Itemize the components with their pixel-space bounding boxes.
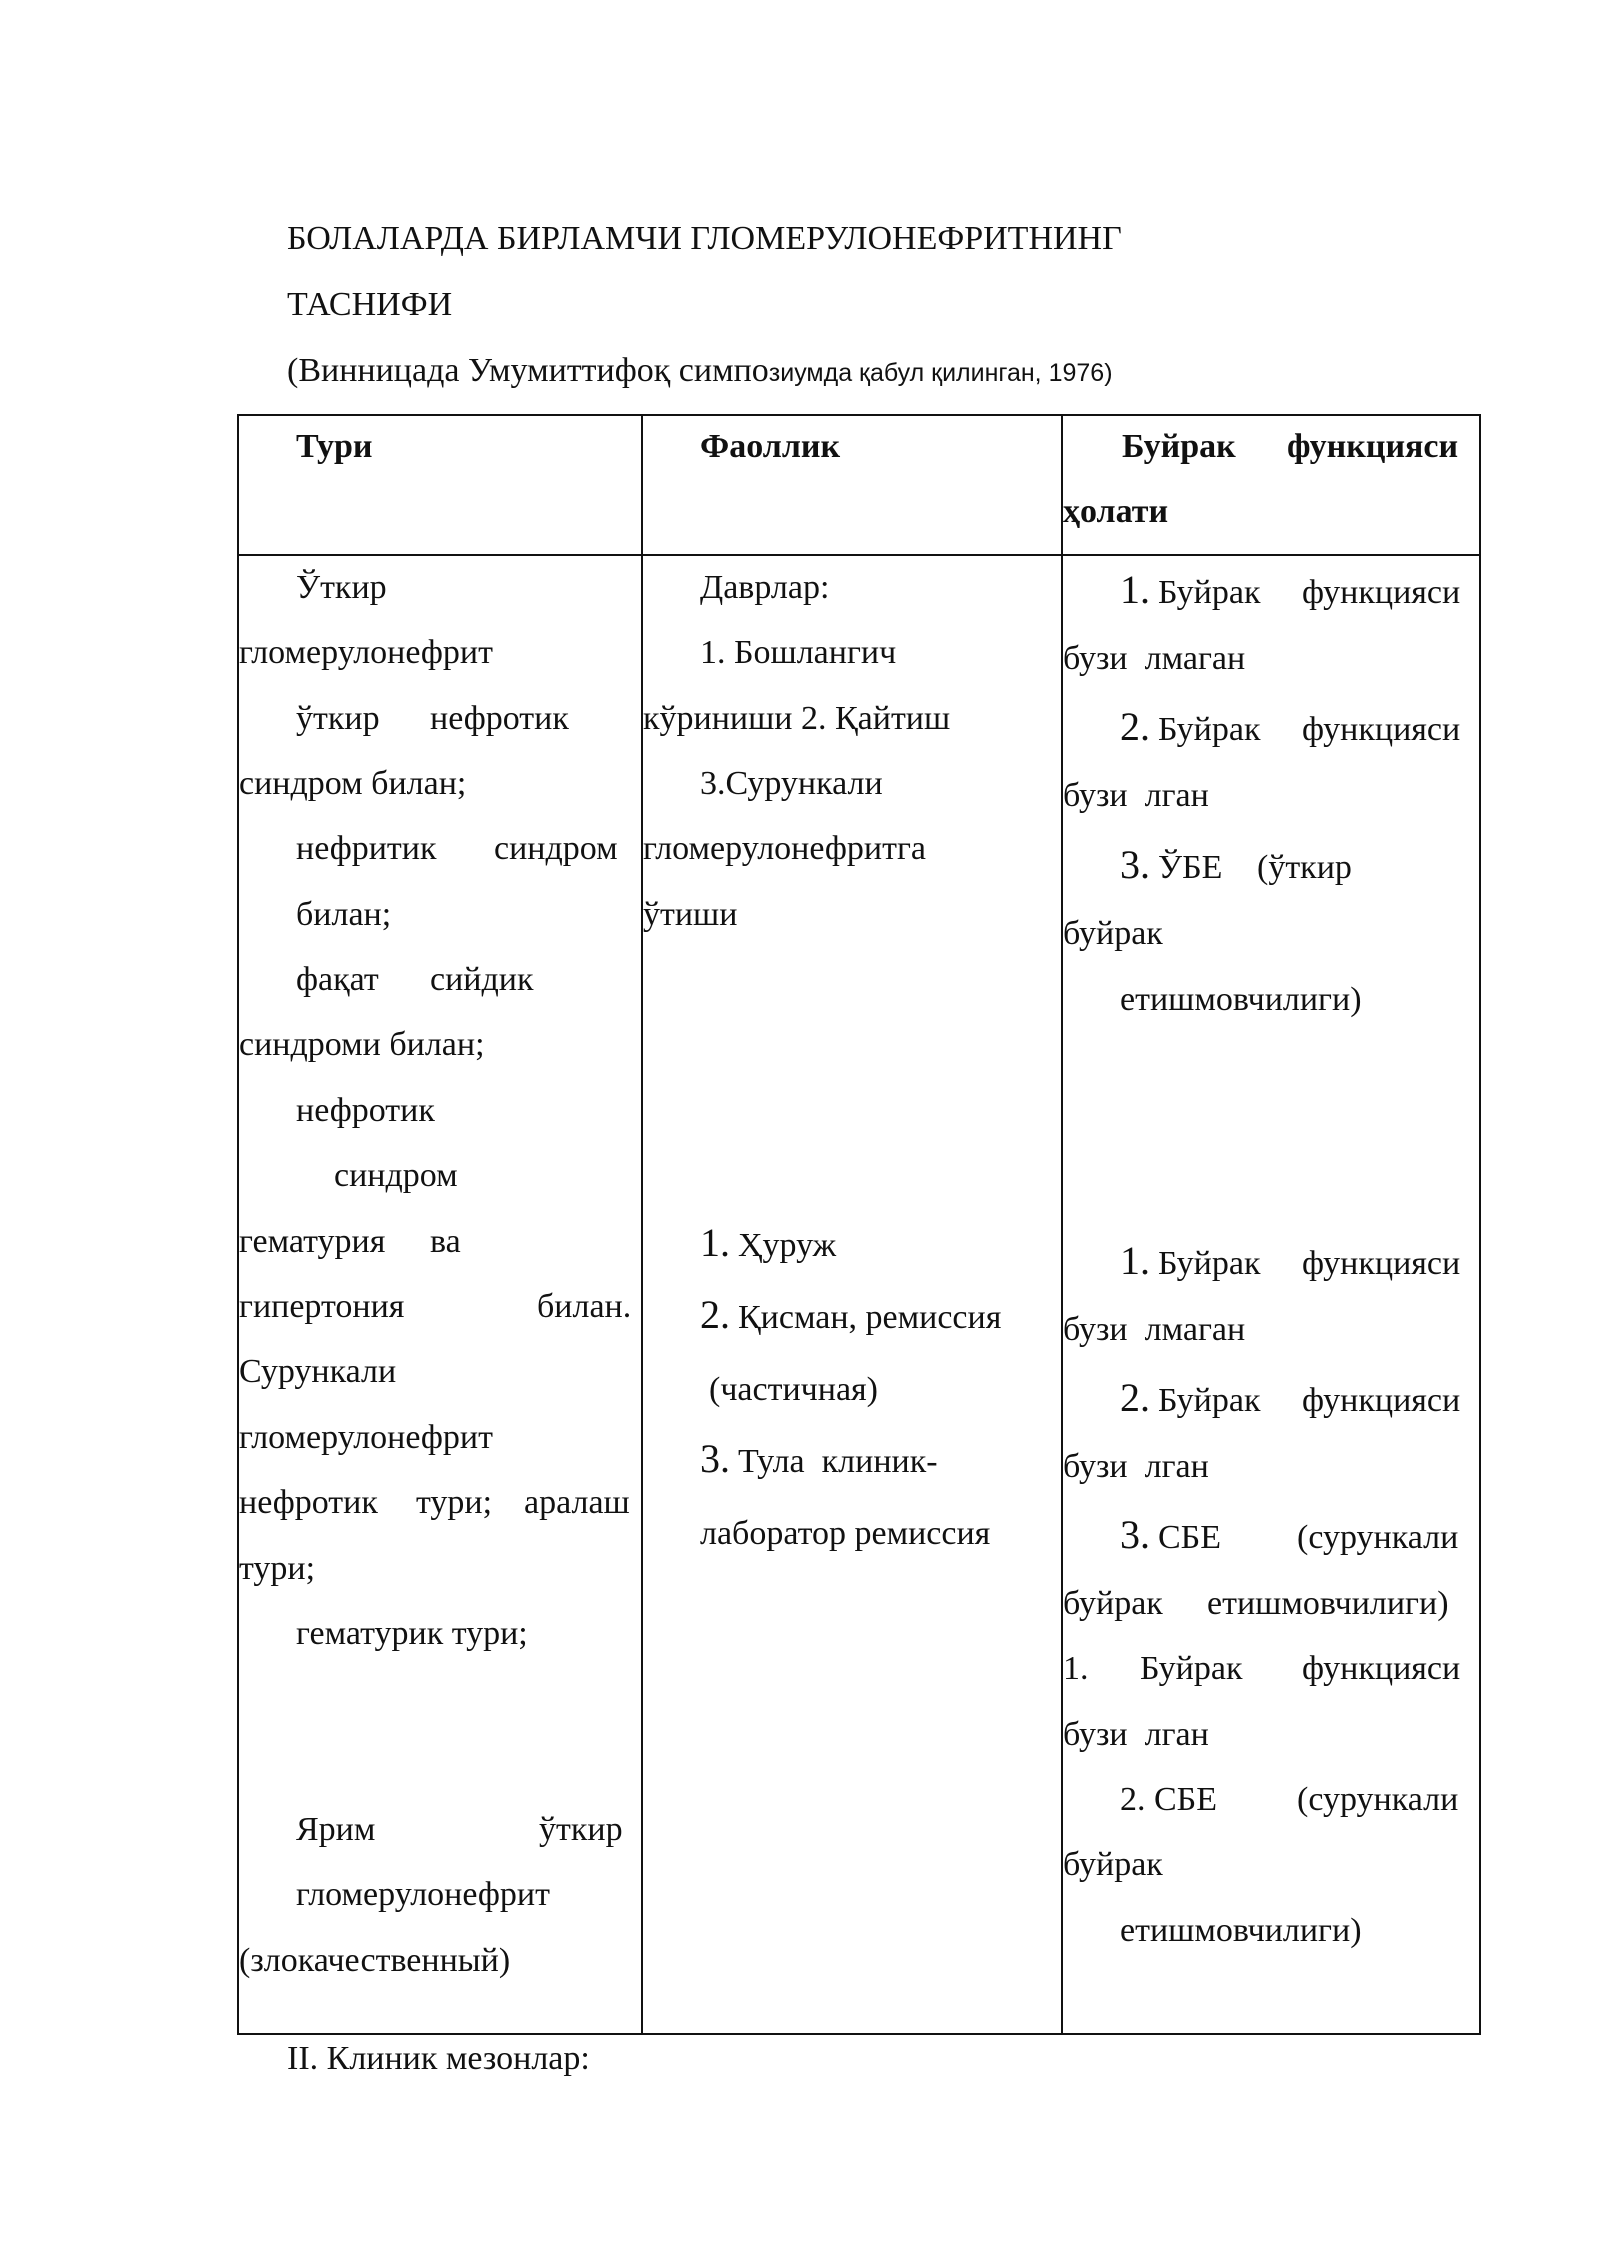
activity-list-item: Ҳуруж xyxy=(738,1227,837,1264)
type-line: нефротик xyxy=(239,1484,378,1521)
activity-line: 1. Бошлангич xyxy=(700,634,897,671)
type-line: гипертония xyxy=(239,1288,405,1325)
header-col-kidney-word2: функцияси xyxy=(1287,428,1459,465)
activity-line: кўриниши 2. Қайтиш xyxy=(643,700,951,737)
kidney-line: 1. xyxy=(1063,1650,1089,1687)
type-line: нефротик xyxy=(296,1092,435,1129)
type-line: аралаш xyxy=(524,1484,630,1521)
kidney-line: етишмовчилиги) xyxy=(1207,1585,1449,1622)
kidney-line: бузи лган xyxy=(1063,1716,1209,1753)
kidney-list-number: 1. xyxy=(1120,567,1150,612)
kidney-list-number: 2. xyxy=(1120,704,1150,749)
header-col-kidney-line2: ҳолати xyxy=(1063,493,1169,530)
type-line: тури; xyxy=(416,1484,493,1521)
activity-list-item: Тула клиник- xyxy=(738,1443,938,1480)
kidney-list-number: 1. xyxy=(1120,1238,1150,1283)
type-line: синдром xyxy=(494,830,618,867)
kidney-line: функцияси xyxy=(1302,1382,1461,1419)
type-line: Ўткир xyxy=(296,569,387,606)
type-line: нефротик xyxy=(430,700,569,737)
type-line: синдром билан; xyxy=(239,765,467,802)
kidney-line: бузи лмаган xyxy=(1063,1311,1246,1348)
kidney-line: етишмовчилиги) xyxy=(1120,981,1362,1018)
kidney-line: буйрак xyxy=(1063,1585,1163,1622)
kidney-line: бузи лмаган xyxy=(1063,640,1246,677)
section-heading-clinical-criteria: II. Клиник мезонлар: xyxy=(287,2040,590,2077)
type-line: билан; xyxy=(296,896,392,933)
kidney-line: етишмовчилиги) xyxy=(1120,1912,1362,1949)
type-line: ўткир xyxy=(296,700,380,737)
document-title-line-1: БОЛАЛАРДА БИРЛАМЧИ ГЛОМЕРУЛОНЕФРИТНИНГ xyxy=(287,220,1122,257)
activity-line: Даврлар: xyxy=(700,569,830,606)
kidney-line: СБЕ xyxy=(1158,1519,1221,1556)
header-col-activity: Фаоллик xyxy=(700,428,841,465)
activity-line: ўтиши xyxy=(643,896,738,933)
kidney-list-number: 3. xyxy=(1120,842,1150,887)
activity-line: 3.Сурункали xyxy=(700,765,883,802)
type-line: гломерулонефрит xyxy=(239,634,493,671)
activity-list-number: 1. xyxy=(700,1220,730,1265)
kidney-list-number: 3. xyxy=(1120,1512,1150,1557)
kidney-line: ЎБЕ xyxy=(1158,849,1223,886)
header-col-kidney-word1: Буйрак xyxy=(1122,428,1236,465)
type-line: ўткир xyxy=(539,1811,623,1848)
subtitle-part-1: (Винницада Умумиттифоқ симпо xyxy=(287,352,769,389)
kidney-list-number: 2. xyxy=(1120,1375,1150,1420)
activity-list-item: лаборатор ремиссия xyxy=(700,1515,991,1552)
activity-line: гломерулонефритга xyxy=(643,830,926,867)
table-column-divider-1 xyxy=(641,414,643,2035)
type-line: ва xyxy=(430,1223,461,1260)
type-line: билан. xyxy=(537,1288,632,1325)
document-title-line-2: ТАСНИФИ xyxy=(287,286,453,323)
kidney-line: Буйрак xyxy=(1140,1650,1243,1687)
type-line: (злокачественный) xyxy=(239,1942,511,1979)
type-line: Сурункали xyxy=(239,1353,397,1390)
type-line: синдром xyxy=(334,1157,458,1194)
kidney-line: буйрак xyxy=(1063,1846,1163,1883)
table-header-divider xyxy=(237,554,1481,556)
kidney-line: Буйрак xyxy=(1158,574,1261,611)
activity-list-number: 3. xyxy=(700,1436,730,1481)
kidney-line: функцияси xyxy=(1302,574,1461,611)
type-line: Ярим xyxy=(296,1811,376,1848)
kidney-line: функцияси xyxy=(1302,711,1461,748)
kidney-line: функцияси xyxy=(1302,1245,1461,1282)
kidney-line: Буйрак xyxy=(1158,711,1261,748)
kidney-line: бузи лган xyxy=(1063,777,1209,814)
subtitle-part-2: зиумда қабул қилинган, 1976) xyxy=(768,359,1113,387)
kidney-line: (сурункали xyxy=(1297,1781,1459,1818)
type-line: гематурия xyxy=(239,1223,386,1260)
type-line: нефритик xyxy=(296,830,437,867)
kidney-line: (сурункали xyxy=(1297,1519,1459,1556)
type-line: синдроми билан; xyxy=(239,1026,485,1063)
kidney-line: Буйрак xyxy=(1158,1382,1261,1419)
activity-list-item: Қисман, ремиссия xyxy=(738,1299,1002,1336)
activity-list-item: (частичная) xyxy=(709,1371,879,1408)
kidney-line: функцияси xyxy=(1302,1650,1461,1687)
kidney-line: 2. СБЕ xyxy=(1120,1781,1217,1818)
document-subtitle xyxy=(287,349,1113,395)
type-line: гломерулонефрит xyxy=(296,1876,550,1913)
type-line: сийдик xyxy=(430,961,534,998)
type-line: гломерулонефрит xyxy=(239,1419,493,1456)
type-line: фақат xyxy=(296,961,379,998)
type-line: тури; xyxy=(239,1550,316,1587)
kidney-line: бузи лган xyxy=(1063,1448,1209,1485)
kidney-line: буйрак xyxy=(1063,915,1163,952)
activity-list-number: 2. xyxy=(700,1292,730,1337)
kidney-line: (ўткир xyxy=(1257,849,1352,886)
type-line: гематурик тури; xyxy=(296,1615,528,1652)
kidney-line: Буйрак xyxy=(1158,1245,1261,1282)
header-col-type: Тури xyxy=(296,428,373,465)
